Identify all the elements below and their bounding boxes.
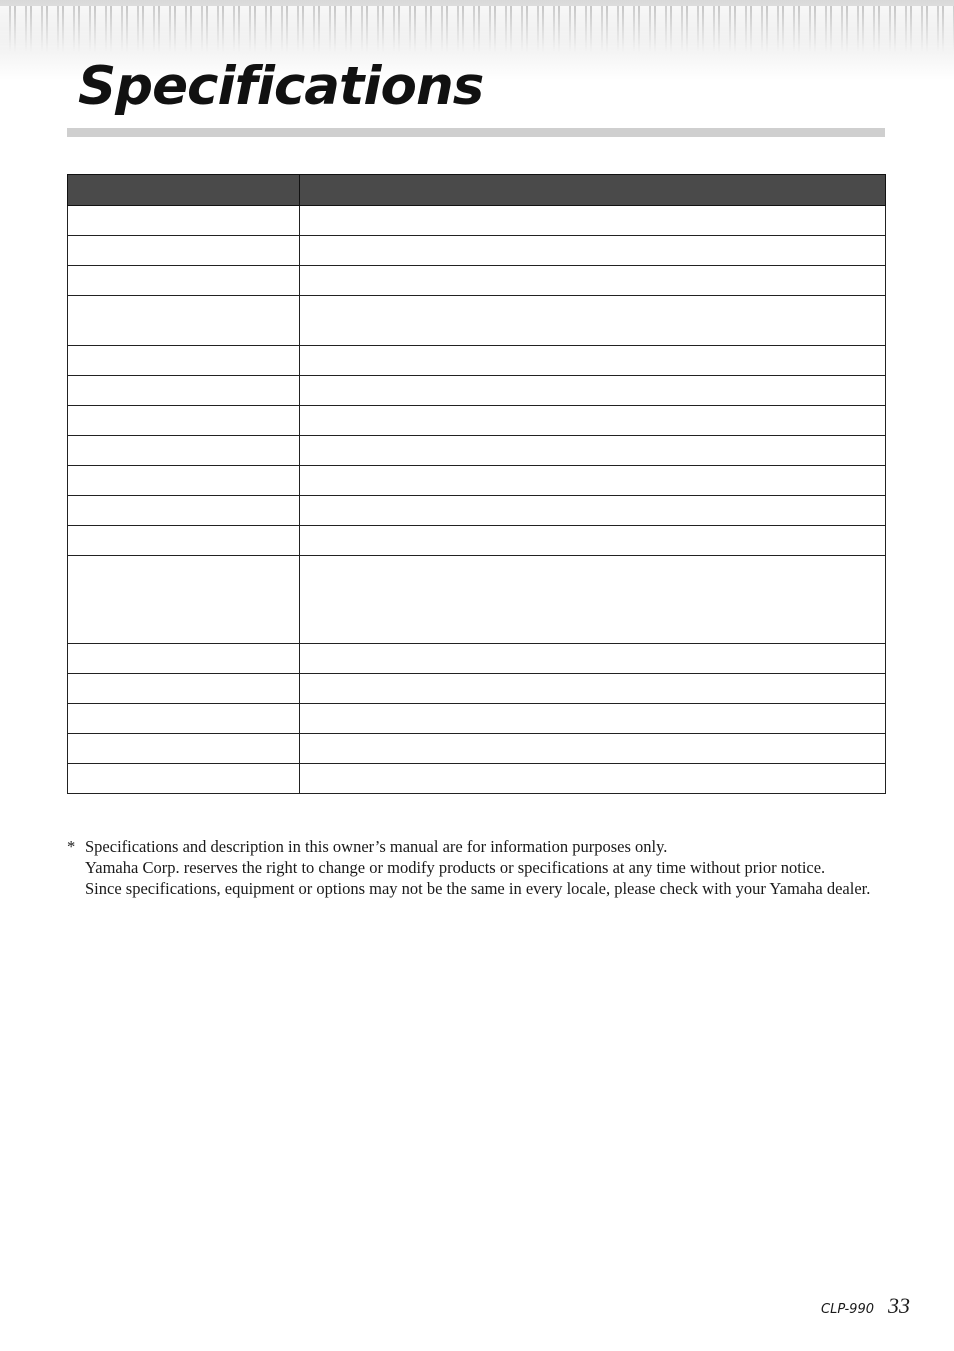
table-header-row — [68, 175, 886, 206]
spec-label-cell — [68, 296, 300, 346]
spec-value-cell — [300, 704, 886, 734]
spec-value-cell — [300, 644, 886, 674]
footnote-line: Since specifications, equipment or options may not be the same in every locale, please check with your Yamaha dealer. — [85, 879, 871, 898]
spec-value-cell — [300, 496, 886, 526]
spec-label-cell — [68, 764, 300, 794]
spec-label-cell — [68, 734, 300, 764]
spec-label-cell — [68, 496, 300, 526]
table-row — [68, 346, 886, 376]
table-body — [68, 206, 886, 794]
page-number: 33 — [888, 1293, 910, 1318]
table-row — [68, 406, 886, 436]
spec-table — [67, 174, 886, 794]
spec-value-cell — [300, 556, 886, 644]
piano-keys-decoration — [0, 6, 954, 52]
title-rule — [67, 128, 885, 137]
spec-label-cell — [68, 406, 300, 436]
spec-value-cell — [300, 406, 886, 436]
table-row — [68, 296, 886, 346]
table-row — [68, 526, 886, 556]
table-row — [68, 496, 886, 526]
table-row — [68, 436, 886, 466]
spec-value-cell — [300, 764, 886, 794]
footnote-marker: * — [67, 837, 76, 856]
table-row — [68, 644, 886, 674]
spec-value-cell — [300, 436, 886, 466]
table-header-cell — [300, 175, 886, 206]
spec-value-cell — [300, 466, 886, 496]
spec-value-cell — [300, 376, 886, 406]
footnote — [67, 836, 887, 899]
spec-value-cell — [300, 734, 886, 764]
spec-value-cell — [300, 296, 886, 346]
spec-label-cell — [68, 436, 300, 466]
spec-label-cell — [68, 644, 300, 674]
spec-value-cell — [300, 526, 886, 556]
spec-value-cell — [300, 236, 886, 266]
spec-label-cell — [68, 526, 300, 556]
spec-label-cell — [68, 376, 300, 406]
spec-value-cell — [300, 266, 886, 296]
spec-label-cell — [68, 266, 300, 296]
table-header-cell — [68, 175, 300, 206]
footnote-line: Yamaha Corp. reserves the right to change or modify products or specifications at any time without prior notice. — [85, 858, 826, 877]
table-row — [68, 206, 886, 236]
table-row — [68, 266, 886, 296]
spec-value-cell — [300, 674, 886, 704]
table-row — [68, 734, 886, 764]
footnote-text — [85, 836, 887, 899]
page-title: Specifications — [78, 56, 484, 117]
table-row — [68, 764, 886, 794]
footnote-line: Specifications and description in this owner’s manual are for information purposes only. — [85, 837, 668, 856]
table-row — [68, 376, 886, 406]
page-footer — [821, 1293, 910, 1319]
table-row — [68, 236, 886, 266]
spec-label-cell — [68, 346, 300, 376]
spec-label-cell — [68, 674, 300, 704]
spec-label-cell — [68, 556, 300, 644]
spec-value-cell — [300, 346, 886, 376]
spec-label-cell — [68, 704, 300, 734]
table-row — [68, 674, 886, 704]
table-row — [68, 556, 886, 644]
table-row — [68, 704, 886, 734]
model-name: CLP-990 — [821, 1302, 874, 1317]
spec-value-cell — [300, 206, 886, 236]
spec-label-cell — [68, 466, 300, 496]
spec-label-cell — [68, 236, 300, 266]
table-row — [68, 466, 886, 496]
spec-label-cell — [68, 206, 300, 236]
